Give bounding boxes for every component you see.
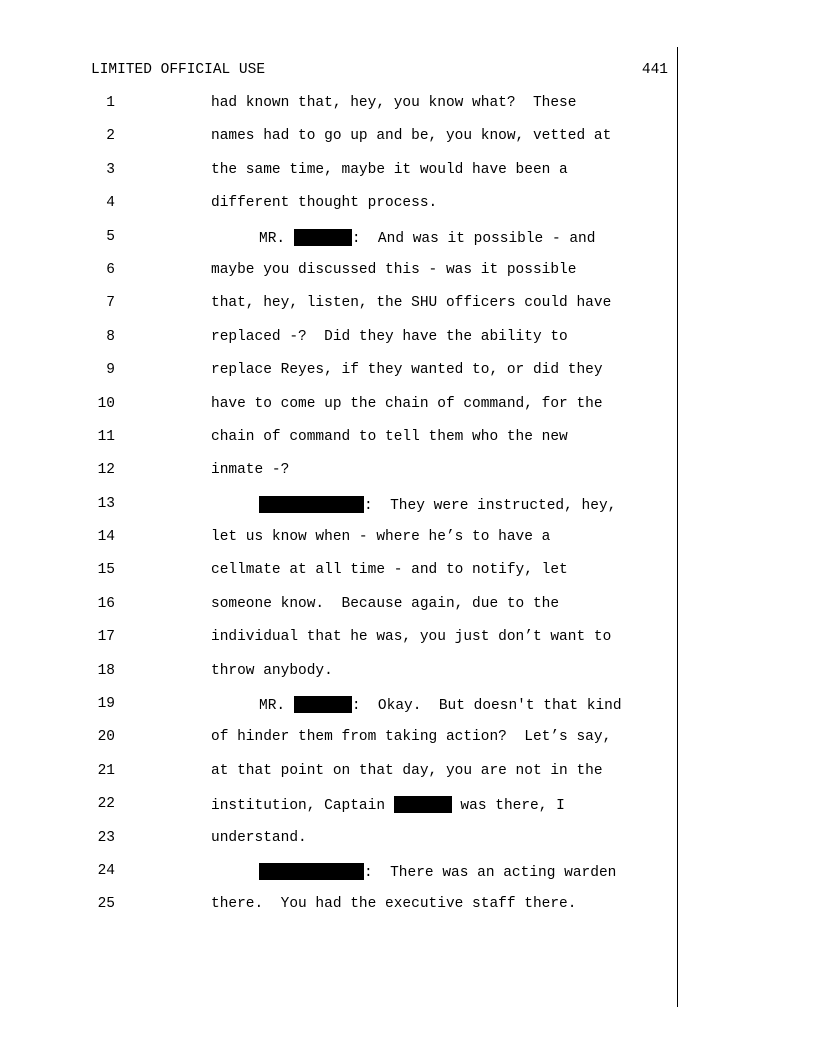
transcript-line	[0, 629, 816, 662]
transcript-line	[0, 128, 816, 161]
line-number: 21	[97, 762, 115, 779]
line-text: names had to go up and be, you know, vetted at	[211, 128, 612, 145]
line-number: 12	[97, 462, 115, 479]
line-number: 18	[97, 662, 115, 679]
transcript-line	[0, 663, 816, 696]
line-text: there. You had the executive staff there.	[211, 896, 577, 913]
redaction-box	[259, 496, 364, 513]
transcript-line	[0, 763, 816, 796]
line-text-rest: : Okay. But doesn't that kind	[351, 698, 622, 715]
line-number: 17	[97, 629, 115, 646]
line-text: the same time, maybe it would have been a	[211, 161, 568, 178]
transcript-line	[0, 496, 816, 529]
line-text-rest: was there, I	[451, 798, 565, 815]
line-text: had known that, hey, you know what? These	[211, 95, 577, 111]
line-number: 6	[106, 261, 115, 278]
transcript-line	[0, 262, 816, 295]
line-text: different thought process.	[211, 195, 438, 212]
line-number: 14	[97, 529, 115, 546]
line-text-start: institution, Captain	[211, 798, 394, 815]
transcript-line	[0, 329, 816, 362]
transcript-line	[0, 396, 816, 429]
transcript-line	[0, 830, 816, 863]
line-number: 5	[106, 228, 115, 245]
speaker-line	[259, 496, 616, 514]
transcript-line	[0, 729, 816, 762]
line-number: 15	[97, 562, 115, 579]
transcript-line	[0, 596, 816, 629]
line-text: let us know when - where he’s to have a	[211, 529, 551, 546]
line-number: 2	[106, 128, 115, 145]
speaker-line	[259, 229, 595, 247]
redaction-box	[294, 696, 352, 713]
line-text: individual that he was, you just don’t want to	[211, 629, 612, 646]
line-text: at that point on that day, you are not in the	[211, 762, 603, 779]
transcript-line	[0, 229, 816, 262]
line-text: maybe you discussed this - was it possible	[211, 261, 577, 278]
transcript-line	[0, 162, 816, 195]
transcript-line	[0, 429, 816, 462]
speaker-prefix: MR.	[259, 698, 294, 715]
transcript-line	[0, 562, 816, 595]
speaker-line	[259, 863, 616, 881]
line-number: 16	[97, 595, 115, 612]
classification-header: LIMITED OFFICIAL USE	[91, 62, 266, 78]
transcript-line	[0, 95, 816, 128]
line-text: that, hey, listen, the SHU officers could have	[211, 295, 612, 312]
line-text-rest: : There was an acting warden	[364, 864, 617, 881]
line-number: 25	[97, 896, 115, 913]
line-number: 4	[106, 195, 115, 212]
transcript-line	[0, 362, 816, 395]
line-number: 7	[106, 295, 115, 312]
transcript-line	[0, 863, 816, 896]
line-number: 8	[106, 328, 115, 345]
line-text: chain of command to tell them who the new	[211, 428, 568, 445]
line-number: 3	[106, 161, 115, 178]
redaction-box	[294, 229, 352, 246]
transcript-line	[0, 195, 816, 228]
transcript-line	[0, 796, 816, 829]
redaction-box	[259, 863, 364, 880]
line-text: replace Reyes, if they wanted to, or did they	[211, 362, 603, 379]
line-number: 20	[97, 729, 115, 746]
line-number: 11	[97, 428, 115, 445]
line-text-rest: : They were instructed, hey,	[364, 497, 617, 514]
transcript-line	[0, 896, 816, 929]
transcript-line	[0, 462, 816, 495]
line-number: 19	[97, 696, 115, 713]
line-text: understand.	[211, 829, 307, 846]
transcript-line	[0, 295, 816, 328]
transcript-line	[0, 696, 816, 729]
line-number: 10	[97, 395, 115, 412]
line-text: cellmate at all time - and to notify, let	[211, 562, 568, 579]
speaker-line	[259, 696, 622, 714]
line-number: 9	[106, 362, 115, 379]
line-text: throw anybody.	[211, 662, 333, 679]
speaker-prefix: MR.	[259, 230, 294, 247]
redaction-box	[394, 796, 452, 813]
line-number: 1	[106, 95, 115, 111]
line-text-with-redaction	[211, 796, 565, 814]
line-text: have to come up the chain of command, for the	[211, 395, 603, 412]
transcript-lines	[0, 95, 816, 930]
line-number: 24	[97, 862, 115, 879]
line-text: inmate -?	[211, 462, 290, 479]
transcript-line	[0, 529, 816, 562]
line-number: 22	[97, 796, 115, 813]
line-number: 23	[97, 829, 115, 846]
page-number: 441	[641, 62, 668, 78]
line-text: of hinder them from taking action? Let’s say,	[211, 729, 612, 746]
line-number: 13	[97, 495, 115, 512]
line-text: replaced -? Did they have the ability to	[211, 328, 568, 345]
line-text: someone know. Because again, due to the	[211, 595, 560, 612]
line-text-rest: : And was it possible - and	[351, 230, 596, 247]
